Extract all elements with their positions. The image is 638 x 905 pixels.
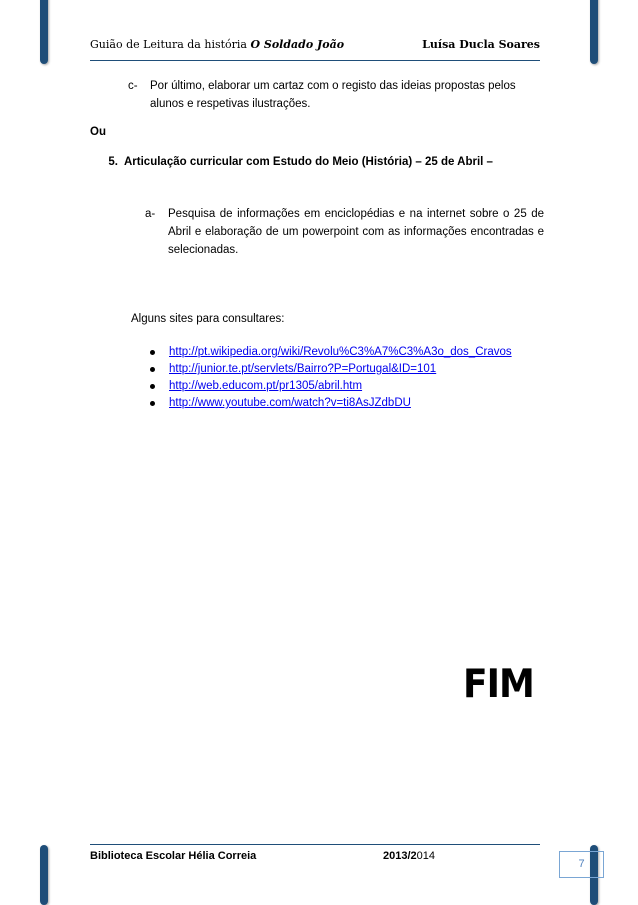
list-marker-c: c- [128,80,138,92]
footer-year-end: 014 [416,850,436,862]
bullet-icon [150,367,155,372]
alternative-label: Ou [90,126,106,138]
item-c-line-2: alunos e respetivas ilustrações. [150,98,311,110]
decorative-bar-right-top [590,0,598,64]
bullet-icon [150,401,155,406]
list-item-a [145,205,544,259]
header-divider [90,60,540,61]
section-heading [90,156,493,168]
footer-library: Biblioteca Escolar Hélia Correia [90,850,257,862]
decorative-bar-left-bottom [40,845,48,905]
page-header [90,38,540,56]
section-number: 5. [108,156,118,168]
links-list [150,344,512,412]
item-c-line-1: Por último, elaborar um cartaz com o registo das ideias propostas pelos [150,80,516,92]
list-marker-a: a- [145,208,156,220]
header-author: Luísa Ducla Soares [422,38,540,51]
bullet-icon [150,350,155,355]
link-youtube[interactable]: http://www.youtube.com/watch?v=ti8AsJZdbDU [169,397,411,409]
end-title: FIM [463,662,534,708]
header-book-title: O Soldado João [250,38,345,51]
sites-label: Alguns sites para consultares: [131,313,285,325]
link-junior[interactable]: http://junior.te.pt/servlets/Bairro?P=Portugal&ID=101 [169,363,437,375]
footer-year-start: 2013/2 [383,850,417,862]
list-item [150,344,512,361]
link-wikipedia[interactable]: http://pt.wikipedia.org/wiki/Revolu%C3%A7%C3%A3o_dos_Cravos [169,346,512,358]
bullet-icon [150,384,155,389]
section-title: Articulação curricular com Estudo do Meio (História) – 25 de Abril – [124,156,493,168]
header-guide-prefix: Guião de Leitura da história [90,38,251,51]
header-guide-title [90,38,344,51]
page-number: 7 [578,858,585,870]
item-a-text: Pesquisa de informações em enciclopédias e na internet sobre o 25 de Abril e elaboração de um powerpoint com as informações encontradas e selecionadas. [168,208,544,256]
list-item [150,395,512,412]
link-educom[interactable]: http://web.educom.pt/pr1305/abril.htm [169,380,363,392]
page-number-box [559,851,604,878]
list-item [150,378,512,395]
list-item-c [128,77,550,113]
decorative-bar-left-top [40,0,48,64]
footer-divider [90,844,540,845]
footer-school-year [383,850,435,862]
list-item [150,361,512,378]
